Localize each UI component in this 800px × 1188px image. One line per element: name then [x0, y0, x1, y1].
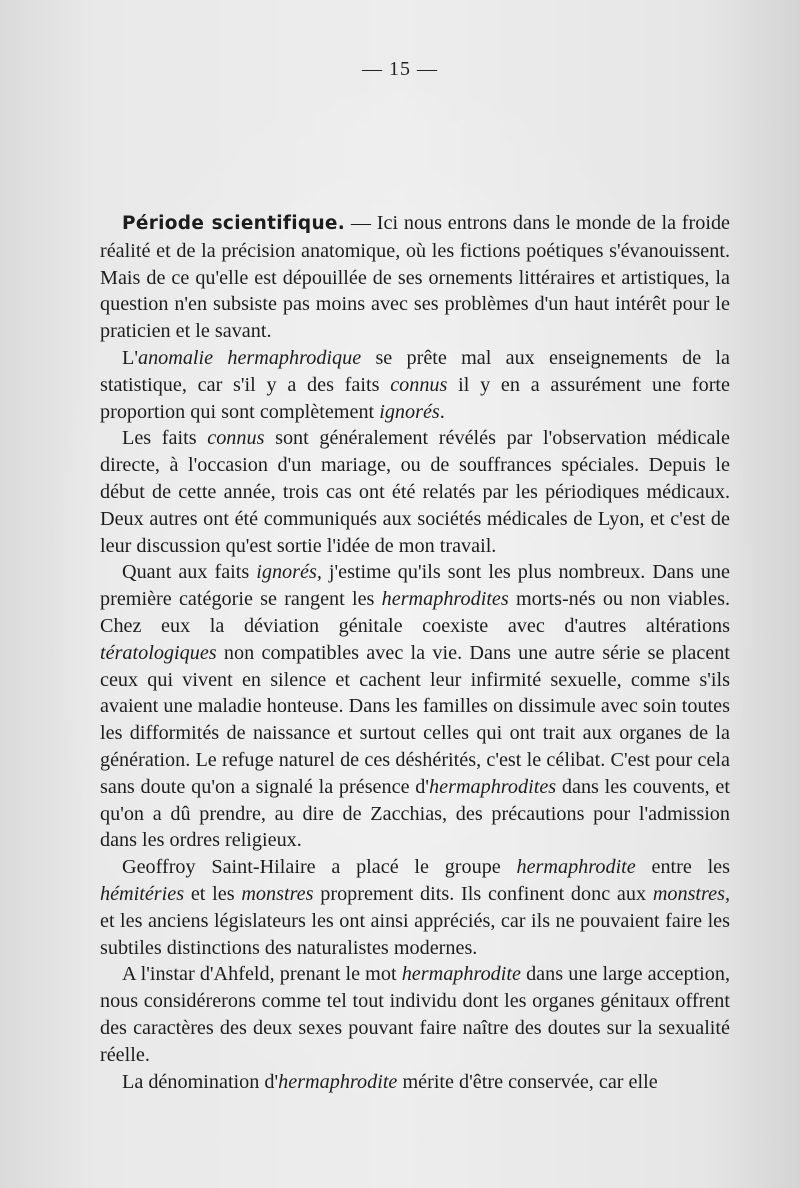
- italic-term: hermaphrodites: [429, 775, 557, 798]
- italic-term: hermaphrodites: [381, 588, 509, 611]
- paragraph-text: se prête mal aux enseignements de la statistique, car s'il y a des faits: [100, 346, 731, 396]
- paragraph-text: La dénomination d': [122, 1070, 279, 1093]
- paragraph-text: morts-nés ou non viables. Chez eux la déviation génitale coexiste avec d'autres altérations: [100, 588, 730, 637]
- paragraph-2: [100, 345, 730, 425]
- paragraph-1: [100, 210, 730, 345]
- paragraph-text: A l'instar d'Ahfeld, prenant le mot: [122, 963, 402, 986]
- paragraph-text: sont généralement révélés par l'observation médicale directe, à l'occasion d'un mariage, ou de souffrances spéciales. Depuis le début de cette année, trois cas ont été relatés par les périodiques médicaux. Deux autres ont été communiqués aux sociétés médicales de Lyon, et c'est de leur discussion qu'est sortie l'idée de mon travail.: [100, 427, 730, 557]
- paragraph-4: [100, 559, 730, 854]
- paragraph-text: Geoffroy Saint-Hilaire a placé le groupe: [122, 856, 517, 879]
- paragraph-6: [100, 961, 730, 1068]
- paragraph-5: [100, 854, 730, 961]
- italic-term: monstres: [241, 882, 314, 905]
- italic-term: connus: [207, 427, 265, 450]
- italic-term: hermaphrodite: [278, 1070, 398, 1093]
- paragraph-text: il y en a assurément une forte proportion qui sont complètement: [100, 373, 730, 423]
- paragraph-text: L': [122, 346, 138, 369]
- italic-term: ignorés,: [256, 561, 322, 584]
- paragraph-text: — Ici nous entrons dans le monde de la froide réalité et de la précision anatomique, où les fictions poétiques s'évanouissent. Mais de ce qu'elle est dépouillée de ses ornements littéraires et artistiques, la question n'en subsiste pas moins avec ses problèmes d'un haut intérêt pour le praticien et le savant.: [100, 212, 730, 343]
- paragraph-text: et les anciens législateurs les ont ainsi appréciés, car ils ne pouvaient faire les subtiles distinctions des naturalistes modernes.: [100, 909, 730, 959]
- paragraph-text: dans les couvents, et qu'on a dû prendre, au dire de Zacchias, des précautions pour l'admission dans les ordres religieux.: [100, 775, 730, 852]
- paragraph-text: Les faits: [122, 427, 208, 450]
- italic-term: hémitéries: [100, 882, 185, 905]
- paragraph-text: .: [439, 400, 445, 423]
- italic-term: anomalie hermaphrodique: [137, 346, 362, 369]
- paragraph-text: proprement dits. Ils confinent donc aux: [313, 882, 653, 905]
- paragraph-text: Quant aux faits: [122, 561, 257, 584]
- italic-term: monstres,: [652, 882, 731, 905]
- paragraph-3: [100, 425, 730, 559]
- italic-term: connus: [390, 373, 448, 396]
- paragraph-text: dans une large acception, nous considérerons comme tel tout individu dont les organes génitaux offrent des caractères des deux sexes pouvant faire naître des doutes sur la sexualité réelle.: [100, 963, 730, 1066]
- paragraph-text: non compatibles avec la vie. Dans une autre série se placent ceux qui vivent en silence et cachent leur infirmité sexuelle, comme s'ils avaient une maladie honteuse. Dans les familles on dissimule avec soin toutes les difformités de naissance et surtout celles qui ont trait aux organes de la génération. Le refuge naturel de ces déshérités, c'est le célibat. C'est pour cela sans doute qu'on a signalé la présence d': [100, 641, 730, 798]
- paragraph-7: [100, 1069, 730, 1096]
- italic-term: hermaphrodite: [401, 963, 521, 986]
- italic-term: ignorés: [379, 400, 440, 423]
- page-number: — 15 —: [362, 58, 438, 80]
- paragraph-text: entre les: [635, 856, 730, 879]
- paragraph-text: j'estime qu'ils sont les plus nombreux. Dans une première catégorie se rangent les: [100, 561, 730, 611]
- italic-term: hermaphrodite: [516, 856, 636, 879]
- paragraph-text: mérite d'être conservée, car elle: [397, 1070, 658, 1093]
- body-text: [100, 210, 730, 1095]
- paragraph-text: et les: [184, 882, 242, 905]
- section-heading: Période scientifique.: [122, 213, 346, 234]
- italic-term: tératologiques: [100, 641, 217, 664]
